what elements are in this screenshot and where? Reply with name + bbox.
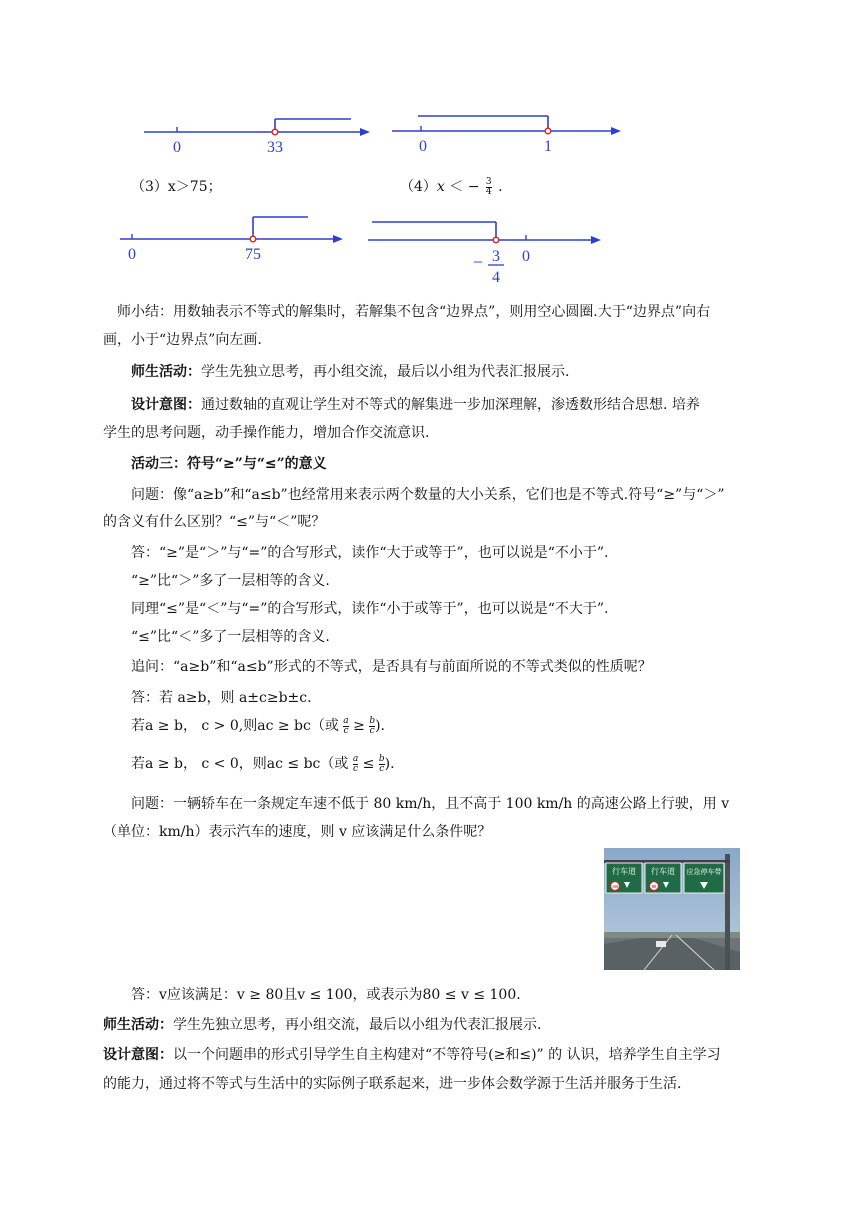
design-text: 通过数轴的直观让学生对不等式的解集进一步加深理解，渗透数形结合思想. 培养 [201, 397, 700, 413]
follow-up-question: 追问：“a≥b”和“a≤b”形式的不等式，是否具有与前面所说的不等式类似的性质呢？ [131, 659, 652, 675]
caption-4 [400, 176, 503, 197]
property-positive-c [131, 716, 385, 742]
design-text: 以一个问题串的形式引导学生自主构建对“不等符号(≥和≤)” 的 认识，培养学生自主学习 [173, 1047, 721, 1063]
answer-1: 答：“≥”是“＞”与“=”的合写形式，读作“大于或等于”，也可以说是“不小于”. [131, 545, 609, 561]
design-intent-2-cont: 的能力，通过将不等式与生活中的实际例子联系起来，进一步体会数学源于生活并服务于生活. [103, 1076, 682, 1092]
sign-2-label: 行车道 [651, 867, 675, 876]
question-2-line-1: 问题：一辆轿车在一条规定车速不低于 80 km/h，且不高于 100 km/h 的高速公路上行驶，用 v [131, 796, 730, 812]
answer-4: “≤”比“＜”多了一层相等的含义. [131, 629, 330, 645]
tick-label-den: 4 [492, 269, 500, 286]
design-label: 设计意图： [131, 397, 201, 413]
tick-label-0: 0 [128, 246, 136, 263]
sign-3-label: 应急停车带 [686, 868, 722, 876]
summary-line-2: 画，小于“边界点”向左画. [103, 332, 262, 348]
property-text: 若a ≥ b， c > 0,则ac ≥ bc（或 [131, 718, 339, 734]
fraction-denominator: c [379, 763, 385, 774]
fraction-numerator: 3 [485, 176, 492, 187]
ge-symbol: ≥ [353, 718, 365, 734]
fraction-numerator: a [343, 715, 349, 726]
fraction-denominator: 4 [485, 186, 492, 197]
follow-up-answer: 答：若 a≥b，则 a±c≥b±c. [131, 690, 312, 706]
boundary-point [250, 236, 256, 242]
fraction-denominator: c [343, 725, 349, 736]
fraction-a-over-c [343, 717, 348, 736]
question-1-line-2: 的含义有什么区别？“≤”与“＜”呢？ [103, 514, 326, 530]
design-intent-1 [131, 395, 700, 415]
caption-3-text: （3）x＞75； [131, 179, 222, 195]
fraction-numerator: b [369, 715, 376, 726]
caption-4-prefix: （4） [400, 179, 437, 195]
tick-label-num: 3 [492, 248, 500, 265]
number-line-2 [388, 108, 628, 158]
speed-answer: 答：v应该满足：v ≥ 80且v ≤ 100，或表示为80 ≤ v ≤ 100. [131, 987, 521, 1003]
tick-label-33: 33 [267, 139, 283, 156]
number-line-3 [116, 212, 356, 264]
fraction-numerator: a [352, 753, 359, 764]
design-label: 设计意图： [103, 1047, 173, 1063]
tick-label-75: 75 [245, 246, 261, 263]
caption-4-rel: ＜ − [449, 179, 480, 195]
speed-limit-1: 100 [612, 884, 618, 889]
boundary-point [545, 128, 551, 134]
design-intent-1-cont: 学生的思考问题，动手操作能力，增加合作交流意识. [103, 425, 430, 441]
summary-line-1: 师小结：用数轴表示不等式的解集时，若解集不包含“边界点”，则用空心圆圈.大于“边界点”向右 [117, 304, 711, 320]
activity-text: 学生先独立思考，再小组交流，最后以小组为代表汇报展示. [201, 364, 570, 380]
fraction-numerator: b [378, 753, 385, 764]
activity-note-2 [103, 1015, 541, 1035]
caption-4-var: x [436, 179, 445, 195]
activity-label: 师生活动： [103, 1017, 173, 1033]
activity-note-1 [131, 362, 569, 382]
boundary-point [272, 129, 278, 135]
activity-label: 师生活动： [131, 364, 201, 380]
fraction-denominator: c [369, 725, 375, 736]
le-symbol: ≤ [362, 756, 375, 772]
answer-2: “≥”比“＞”多了一层相等的含义. [131, 573, 330, 589]
answer-3: 同理“≤”是“＜”与“=”的合写形式，读作“小于或等于”，也可以说是“不大于”. [131, 601, 609, 617]
caption-3 [131, 176, 222, 196]
caption-4-end: . [498, 179, 503, 195]
fraction-a-over-c [353, 755, 358, 774]
sign-1-label: 行车道 [612, 867, 636, 876]
question-2-line-2: （单位：km/h）表示汽车的速度，则 v 应该满足什么条件呢？ [103, 824, 492, 840]
number-line-4 [364, 210, 614, 290]
tick-label-minus: − [472, 252, 484, 272]
tick-label-0: 0 [173, 139, 181, 156]
design-intent-2 [103, 1045, 721, 1065]
section-heading: 活动三：符号“≥”与“≤”的意义 [131, 456, 327, 472]
fraction-denominator: c [353, 763, 359, 774]
question-1-line-1: 问题：像“a≥b”和“a≤b”也经常用来表示两个数量的大小关系，它们也是不等式.符号“≥”与“＞” [131, 487, 725, 503]
property-negative-c [131, 754, 395, 780]
close-paren: ). [384, 756, 395, 772]
close-paren: ). [375, 718, 385, 734]
tick-label-1: 1 [544, 138, 552, 155]
tick-label-0: 0 [419, 138, 427, 155]
property-text: 若a ≥ b， c < 0，则ac ≤ bc（或 [131, 756, 349, 772]
activity-text: 学生先独立思考，再小组交流，最后以小组为代表汇报展示. [173, 1017, 542, 1033]
highway-photo-svg [604, 848, 740, 970]
boundary-point [493, 237, 499, 243]
number-line-1 [140, 112, 380, 160]
speed-limit-2: 80 [651, 884, 657, 889]
caption-4-fraction [486, 178, 492, 197]
tick-label-0: 0 [522, 248, 530, 265]
highway-sign-photo [604, 848, 740, 970]
